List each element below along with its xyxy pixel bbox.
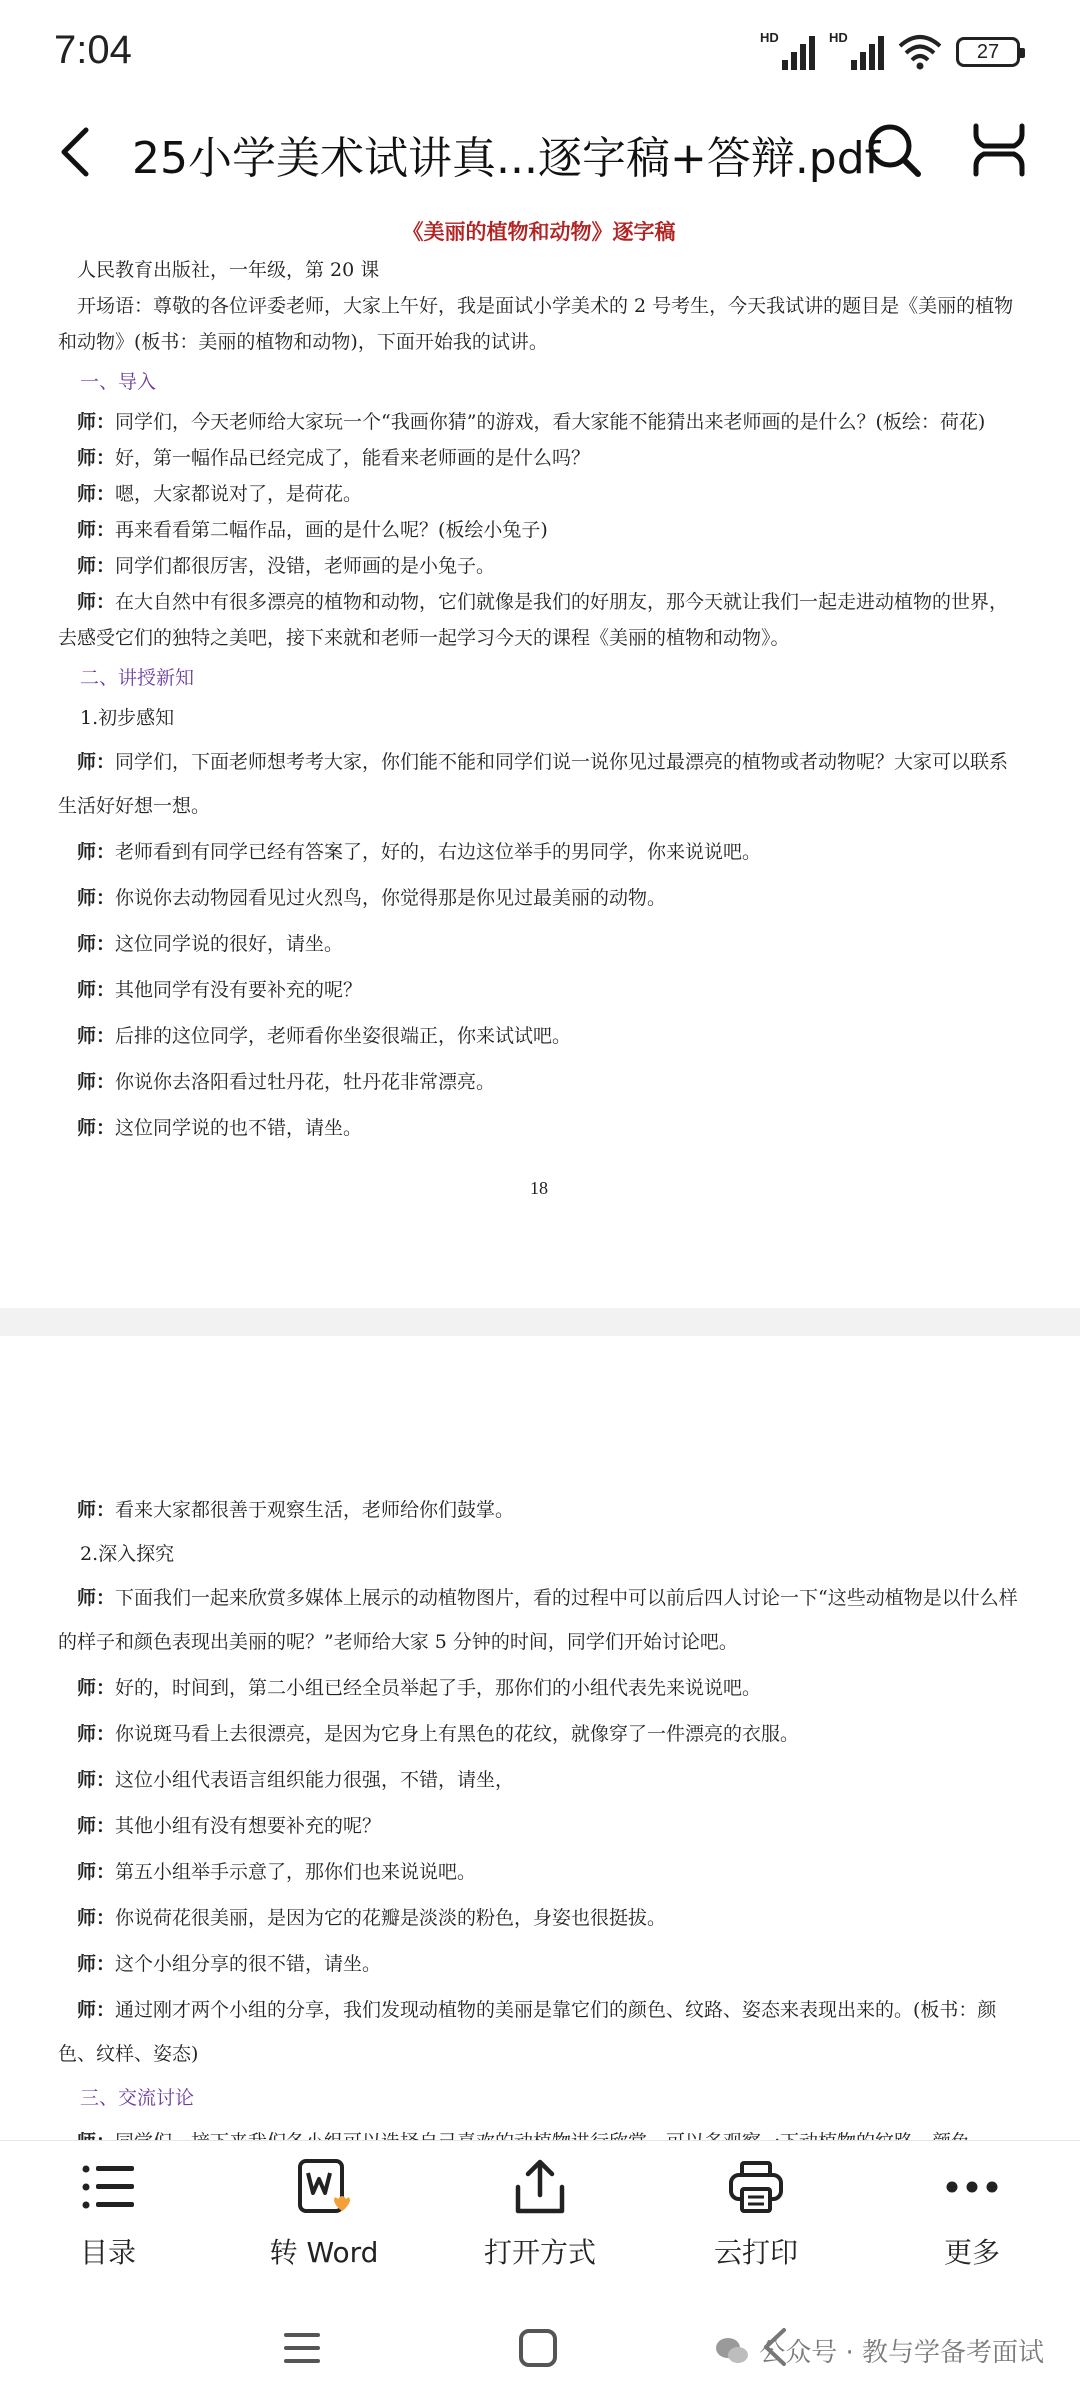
watermark: 公众号 · 教与学备考面试: [715, 2332, 1044, 2369]
dialogue-line: 师：其他小组有没有想要补充的呢？: [77, 1815, 382, 1837]
page-number: 18: [530, 1178, 548, 1198]
toolbar-open-with-button[interactable]: 打开方式: [432, 2141, 648, 2291]
bottom-toolbar: [0, 2140, 1080, 2291]
opening-paragraph: 开场语：尊敬的各位评委老师，大家上午好，我是面试小学美术的 2 号考生，今天我试讲的题目是《美丽的植物和动物》(板书：美丽的植物和动物)，下面开始我的试讲。: [58, 295, 1014, 353]
section-heading: 一、导入: [80, 371, 157, 393]
toolbar-cloud-print-button[interactable]: 云打印: [648, 2141, 864, 2291]
list-icon: [78, 2157, 138, 2217]
dialogue-line: 师：你说你去动物园看见过火烈鸟，你觉得那是你见过最美丽的动物。: [77, 887, 667, 909]
toolbar-more-button[interactable]: 更多: [864, 2141, 1080, 2291]
battery-icon: 27: [956, 37, 1020, 67]
recent-apps-icon[interactable]: [282, 2330, 322, 2366]
printer-icon: [726, 2157, 786, 2217]
document-heading: 《美丽的植物和动物》逐字稿: [402, 219, 676, 244]
status-bar: [0, 0, 1080, 100]
dialogue-line: 师：在大自然中有很多漂亮的植物和动物，它们就像是我们的好朋友，那今天就让我们一起走进动植物的世界，去感受它们的独特之美吧，接下来就和老师一起学习今天的课程《美丽的植物和动物》。: [58, 591, 1009, 649]
back-arrow-icon[interactable]: [52, 124, 102, 180]
dialogue-line: 师：下面我们一起来欣赏多媒体上展示的动植物图片，看的过程中可以前后四人讨论一下“这些动植物是以什么样的样子和颜色表现出美丽的呢？”老师给大家 5 分钟的时间，同学们开始讨论吧。: [58, 1587, 1018, 1653]
cellular-signal-icon: HD: [760, 34, 815, 70]
dialogue-line: 师：嗯，大家都说对了，是荷花。: [77, 483, 363, 505]
subsection-heading: 1.初步感知: [80, 707, 175, 729]
pdf-viewer[interactable]: [0, 206, 1080, 2140]
cellular-signal-icon: HD: [829, 34, 884, 70]
wifi-icon: [898, 34, 942, 70]
convert-word-icon: [294, 2157, 354, 2217]
dialogue-line: 师：后排的这位同学，老师看你坐姿很端正，你来试试吧。: [77, 1025, 572, 1047]
dialogue-line: 师：同学们，今天老师给大家玩一个“我画你猜”的游戏，看大家能不能猜出来老师画的是什么？(板绘：荷花): [77, 411, 986, 433]
status-icons: [760, 32, 1020, 72]
dialogue-line: 师：同学们，下面老师想考考大家，你们能不能和同学们说一说你见过最漂亮的植物或者动物呢？大家可以联系生活好好想一想。: [58, 751, 1009, 817]
title-bar: [0, 100, 1080, 200]
dialogue-line: 师：通过刚才两个小组的分享，我们发现动植物的美丽是靠它们的颜色、纹路、姿态来表现出来的。(板书：颜色、纹样、姿态): [58, 1999, 997, 2065]
dialogue-line: 师：这位同学说的也不错，请坐。: [77, 1117, 363, 1139]
wechat-logo-icon: [715, 2336, 749, 2366]
dialogue-line: 师：好，第一幅作品已经完成了，能看来老师画的是什么吗？: [77, 447, 591, 469]
dialogue-line: 师：你说荷花很美丽，是因为它的花瓣是淡淡的粉色，身姿也很挺拔。: [77, 1907, 667, 1929]
pdf-page-18: [0, 206, 1080, 1308]
dialogue-line: 师：老师看到有同学已经有答案了，好的，右边这位举手的男同学，你来说说吧。: [77, 841, 762, 863]
dialogue-line: 师：同学们都很厉害，没错，老师画的是小兔子。: [77, 555, 496, 577]
dialogue-line: 师：第五小组举手示意了，那你们也来说说吧。: [77, 1861, 477, 1883]
dialogue-line: 师：这位同学说的很好，请坐。: [77, 933, 344, 955]
dialogue-line: 师：其他同学有没有要补充的呢？: [77, 979, 363, 1001]
dialogue-line: 师：好的，时间到，第二小组已经全员举起了手，那你们的小组代表先来说说吧。: [77, 1677, 762, 1699]
publisher-line: 人民教育出版社，一年级，第 20 课: [77, 259, 380, 281]
dialogue-line: 师：这位小组代表语言组织能力很强，不错，请坐，: [77, 1769, 515, 1791]
toolbar-convert-word-button[interactable]: 转 Word: [216, 2141, 432, 2291]
section-heading: 三、交流讨论: [80, 2087, 195, 2109]
subsection-heading: 2.深入探究: [80, 1543, 175, 1565]
section-heading: 二、讲授新知: [80, 667, 195, 689]
home-icon[interactable]: [518, 2328, 558, 2368]
status-time: 7:04: [54, 28, 132, 72]
more-dots-icon: [942, 2157, 1002, 2217]
dialogue-line: 师：看来大家都很善于观察生活，老师给你们鼓掌。: [77, 1499, 515, 1521]
dialogue-line: 师：你说你去洛阳看过牡丹花，牡丹花非常漂亮。: [77, 1071, 496, 1093]
search-icon[interactable]: [864, 120, 924, 180]
share-upload-icon: [510, 2157, 570, 2217]
dialogue-line: 师：再来看看第二幅作品，画的是什么呢？(板绘小兔子): [77, 519, 548, 541]
close-icon[interactable]: [970, 120, 1028, 180]
dialogue-line: 师：你说斑马看上去很漂亮，是因为它身上有黑色的花纹，就像穿了一件漂亮的衣服。: [77, 1723, 800, 1745]
toolbar-contents-button[interactable]: 目录: [0, 2141, 216, 2291]
dialogue-line: 师：这个小组分享的很不错，请坐。: [77, 1953, 382, 1975]
pdf-page-19: [0, 1336, 1080, 2156]
document-title: 25小学美术试讲真...逐字稿+答辩.pdf: [132, 133, 881, 184]
system-nav-bar: [0, 2290, 1080, 2401]
